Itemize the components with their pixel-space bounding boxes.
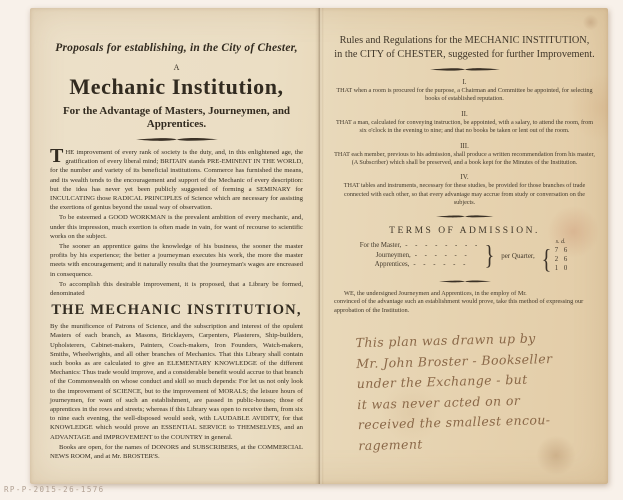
dash-leader: - - - - - - - -	[405, 242, 481, 250]
subtitle-line: Apprentices.	[146, 118, 207, 130]
dash-leader: - - - - - -	[413, 261, 469, 269]
left-brace-glyph: {	[541, 243, 552, 274]
rule-item	[334, 173, 595, 207]
terms-amount: 1 0	[554, 264, 570, 272]
drop-cap: T	[50, 145, 64, 167]
terms-labels	[360, 241, 480, 270]
rule-numeral: I.	[462, 78, 467, 86]
currency-header: s. d.	[555, 238, 566, 245]
terms-table	[334, 239, 595, 273]
rule-text: THAT each member, previous to his admission, shall produce a written recommendation from his master, (A Subscriber) which shall be preserved, and a book kept for the Minutes of the Institution.	[334, 150, 595, 167]
rule-text: THAT tables and instruments, necessary for these studies, be provided for those branches of trade connected with each other, so that every advantage may accrue from study or conversation on the subjects.	[343, 182, 586, 207]
article-a: A	[173, 63, 180, 72]
rule-item	[334, 78, 595, 104]
handwritten-line: This plan was drawn up by	[355, 330, 536, 351]
paragraph-intro	[50, 145, 303, 212]
right-brace-glyph: }	[484, 240, 495, 271]
handwritten-line: Mr. John Broster - Bookseller	[356, 350, 553, 371]
swelled-rule-divider	[430, 67, 500, 72]
terms-label: For the Master,	[359, 242, 402, 250]
paragraph-proposal: To accomplish this desirable improvement, it is proposed, that a Library be formed, denominated	[50, 280, 303, 298]
terms-of-admission-heading: TERMS OF ADMISSION.	[389, 225, 540, 236]
swelled-rule-divider	[436, 214, 494, 219]
right-page	[319, 8, 608, 484]
swelled-rule-divider	[136, 137, 218, 142]
subtitle-line: For the Advantage of Masters, Journeymen, and	[62, 105, 291, 117]
terms-amounts	[540, 239, 569, 273]
swelled-rule-divider	[439, 279, 491, 284]
terms-label: Apprentices,	[374, 261, 410, 269]
terms-amount: 2 6	[554, 255, 570, 263]
document-paper	[30, 8, 608, 484]
handwritten-line: received the smallest encou-	[357, 412, 551, 433]
handwritten-line: it was never acted on or	[357, 392, 521, 412]
terms-row	[360, 260, 480, 270]
dash-leader: - - - - - -	[414, 251, 470, 259]
rules-header-line: in the CITY of CHESTER, suggested for further Improvement.	[334, 48, 595, 60]
terms-row	[360, 241, 480, 251]
handwritten-line: ragement	[358, 435, 423, 453]
closing-declaration	[334, 290, 595, 316]
rule-numeral: II.	[461, 109, 468, 118]
rule-numeral: IV.	[460, 173, 469, 182]
rules-header-line: Rules and Regulations for the MECHANIC INSTITUTION,	[339, 35, 590, 46]
institution-heading: THE MECHANIC INSTITUTION,	[51, 302, 302, 319]
paragraph-apprentice: The sooner an apprentice gains the knowledge of his business, the sooner the master profits by his experience; the better a journeyman executes his work, the more the master meets with encouragement; and it naturally results that the journeyman's wages are encreased in consequence.	[50, 243, 303, 278]
subtitle	[50, 105, 303, 131]
handwritten-line: under the Exchange - but	[356, 371, 528, 392]
left-page-header: Proposals for establishing, in the City of Chester,	[55, 42, 298, 54]
left-page-body	[50, 145, 303, 461]
rule-item	[334, 110, 595, 136]
rule-numeral: III.	[460, 141, 469, 150]
page-title: Mechanic Institution,	[69, 74, 284, 99]
rule-text: THAT a man, calculated for conveying instruction, be appointed, with a salary, to attend the room, from six o'clock in the evening to nine; and that no books be taken or lent out of the room.	[335, 118, 594, 135]
terms-label: Journeymen,	[375, 251, 411, 259]
paragraph-munificence: By the munificence of Patrons of Science, and the subscription and interest of the opulent Masters of each branch, as Masons, Bricklayers, Carpenters, Plasterers, Ship-builders, Upholsterers, Cabinet-makers, Painters, Coach-makers, Iron Founders, Watch-makers, Smiths, Wheelwrights, and all other branches of Mechanics. That this Library shall contain such books as are calculated to give an ELEMENTARY KNOWLEDGE of the different Mechanics: Thus trade would improve, and a considerable benefit would accrue to that branch of the Commonwealth on whose conduct and skill so much depends: For let us not only look to the improvement of SCIENCE, but to the improvement of MORALS; the leisure hours of journeymen, for want of such an establishment, are passed in public-houses; those of apprentices in the rows and streets; whereas if this Library was open to receive them, from six to nine each evening, the well-disposed would seek, with LAUDABLE AVIDITY, for that KNOWLEDGE which would prove an ESSENTIAL SERVICE to THEMSELVES, and an ADVANTAGE and IMPROVEMENT to the COUNTRY in general.	[50, 323, 303, 441]
rules-header	[334, 34, 595, 61]
paragraph-intro-text: HE improvement of every rank of society is the duty, and, in this enlightened age, the gratification of every liberal mind; BRITAIN stands PRE-EMINENT IN THE WORLD, for the number and variety of its beneficial institutions. Commerce has furnished the means, and its wealth tends to the encouragement and support of the Mechanic of every description: but the idea has never yet been publicly suggested of forming a SEMINARY for INCULCATING those RADICAL PRINCIPLES of Science which are necessary for assisting the exertions of genius beyond the usual way of observation.	[50, 149, 303, 212]
rule-text: THAT when a room is procured for the purpose, a Chairman and Committee be appointed, for selecting books of established reputation.	[336, 87, 593, 103]
rule-item	[334, 142, 595, 168]
paragraph-books-open: Books are open, for the names of DONORS and SUBSCRIBERS, at the COMMERCIAL NEWS ROOM, and at Mr. BROSTER'S.	[50, 443, 303, 461]
per-quarter-label: per Quarter,	[501, 251, 535, 260]
left-page	[30, 8, 319, 484]
page-fold-shadow	[315, 8, 324, 484]
terms-amount: 7 6	[554, 246, 570, 254]
closing-line: convinced of the advantage such an establishment would prove, take this method of expressing our approbation of the Institution.	[334, 298, 584, 314]
handwritten-note	[355, 327, 598, 456]
paragraph-workman: To be esteemed a GOOD WORKMAN is the prevalent ambition of every mechanic, and, under this impression, much exertion is often made in vain, for want of recourse to scientific works on the subject.	[50, 214, 303, 240]
closing-line: WE, the undersigned Journeymen and Apprentices, in the employ of Mr.	[344, 289, 527, 297]
accession-number-pencil: RP-P-2015-26-1576	[4, 485, 105, 494]
terms-row	[360, 251, 480, 261]
